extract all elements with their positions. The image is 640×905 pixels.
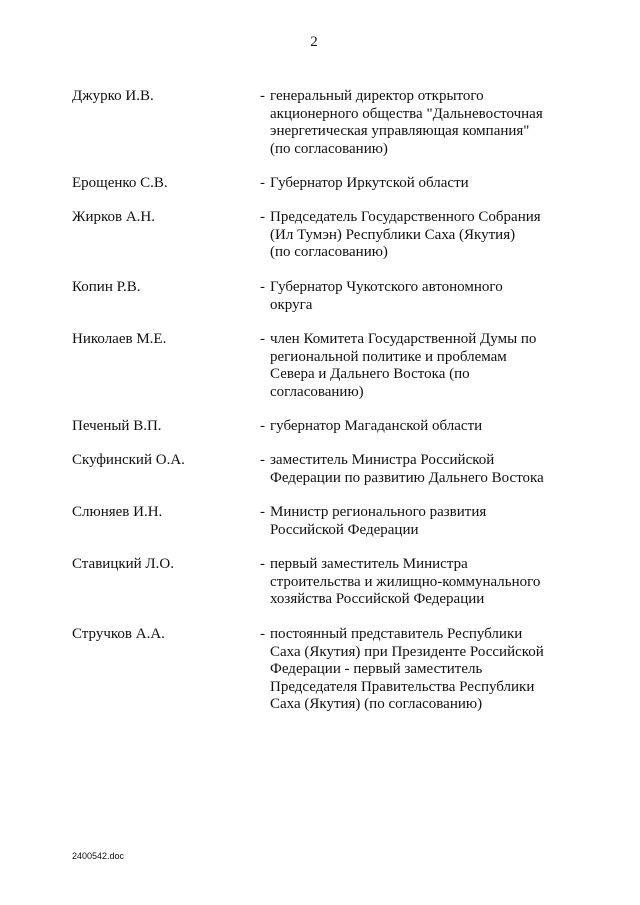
member-dash: - xyxy=(260,279,265,295)
member-dash: - xyxy=(260,418,265,434)
member-position: первый заместитель Министра строительства и жилищно-коммунального хозяйства Российской Федерации xyxy=(270,556,541,607)
member-dash: - xyxy=(260,556,265,572)
member-name: Копин Р.В. xyxy=(72,279,141,295)
member-name: Скуфинский О.А. xyxy=(72,452,185,468)
member-position: заместитель Министра Российской Федерации по развитию Дальнего Востока xyxy=(270,452,544,486)
member-position: Губернатор Чукотского автономного округа xyxy=(270,279,503,313)
member-position: Министр регионального развития Российской Федерации xyxy=(270,504,487,538)
member-name: Печеный В.П. xyxy=(72,418,162,434)
member-name: Слюняев И.Н. xyxy=(72,504,163,520)
member-name: Николаев М.Е. xyxy=(72,331,167,347)
page-number: 2 xyxy=(310,34,318,50)
member-dash: - xyxy=(260,88,265,104)
document-filename: 2400542.doc xyxy=(72,851,125,861)
member-position: Председатель Государственного Собрания (Ил Тумэн) Республики Саха (Якутия) (по согласованию) xyxy=(270,209,541,260)
member-dash: - xyxy=(260,331,265,347)
member-name: Ставицкий Л.О. xyxy=(72,556,174,572)
member-position: губернатор Магаданской области xyxy=(270,418,483,434)
member-dash: - xyxy=(260,452,265,468)
member-name: Ерощенко С.В. xyxy=(72,175,168,191)
member-name: Жирков А.Н. xyxy=(72,209,155,225)
member-dash: - xyxy=(260,626,265,642)
member-position: постоянный представитель Республики Саха (Якутия) при Президенте Российской Федерации - первый заместитель Председателя Правительства Республики Саха (Якутия) (по согласованию) xyxy=(270,626,544,712)
member-dash: - xyxy=(260,504,265,520)
member-position: генеральный директор открытого акционерного общества "Дальневосточная энергетическая управляющая компания" (по согласованию) xyxy=(270,88,543,157)
member-position: член Комитета Государственной Думы по региональной политике и проблемам Севера и Дальнего Востока (по согласованию) xyxy=(270,331,537,400)
member-name: Джурко И.В. xyxy=(72,88,154,104)
member-position: Губернатор Иркутской области xyxy=(270,175,469,191)
member-dash: - xyxy=(260,175,265,191)
member-dash: - xyxy=(260,209,265,225)
member-name: Стручков А.А. xyxy=(72,626,165,642)
